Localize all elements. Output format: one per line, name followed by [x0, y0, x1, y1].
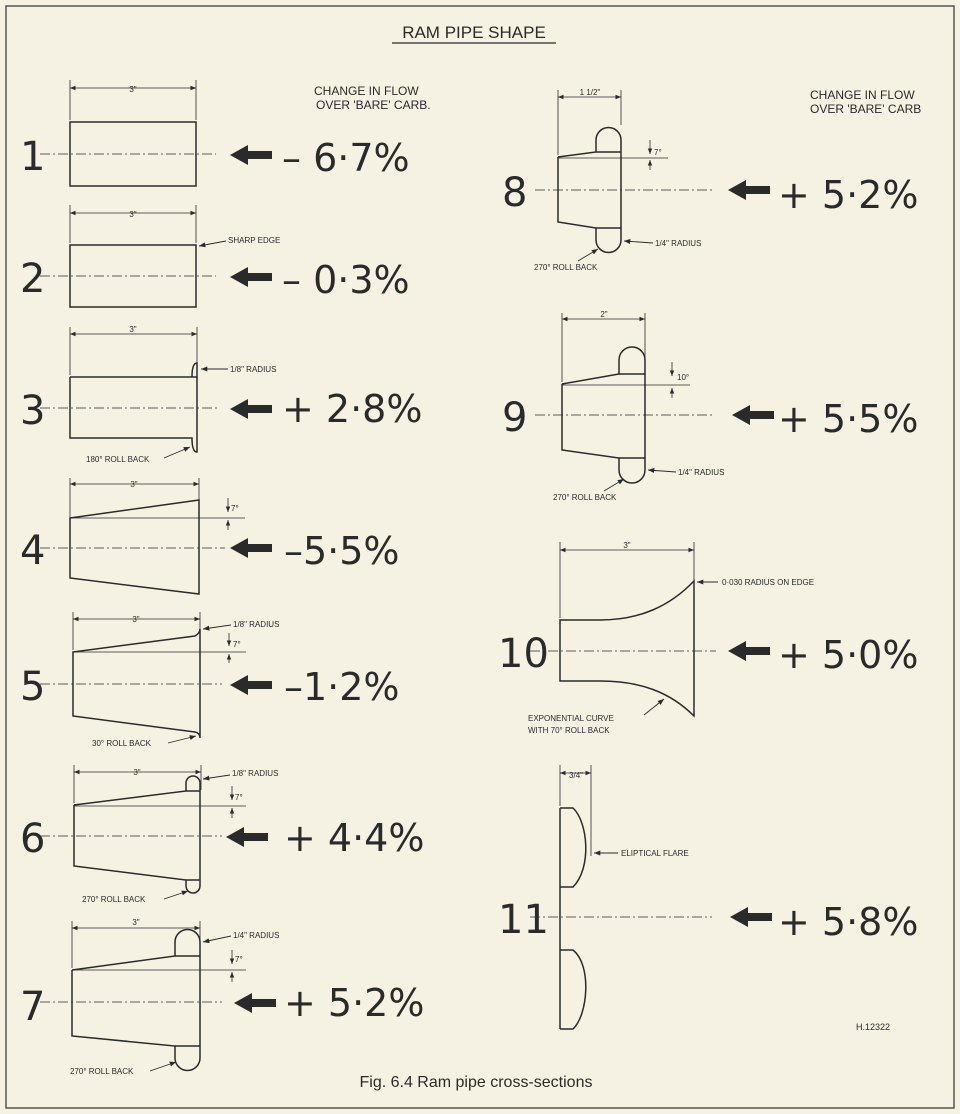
dimension-labels [70, 85, 814, 1076]
column-header-left-line2: OVER 'BARE' CARB. [316, 98, 431, 112]
pipe-9-radius-label: 1/4" RADIUS [678, 468, 725, 477]
pipe-9-angle-label: 10° [677, 373, 690, 382]
pipe-7-angle-label: 7° [235, 955, 243, 964]
pipe-3-rollback-label: 180° ROLL BACK [86, 455, 150, 464]
pipe-11-flare-label: ELIPTICAL FLARE [621, 849, 689, 858]
column-header-left-line1: CHANGE IN FLOW [314, 84, 419, 98]
pipe-7-number: 7 [20, 984, 46, 1030]
pipe-8-angle-label: 7° [654, 148, 662, 157]
figure-caption: Fig. 6.4 Ram pipe cross-sections [359, 1074, 593, 1091]
pipe-1-group [40, 80, 216, 186]
pipe-10-curve-leader [644, 699, 664, 715]
pipe-8-flow-change: + 5·2% [778, 173, 919, 217]
pipe-4-shape [70, 500, 199, 594]
pipe-9-rollback-label: 270° ROLL BACK [553, 493, 617, 502]
pipe-4-angle-label: 7° [231, 504, 239, 513]
pipe-6-radius-label: 1/8" RADIUS [232, 769, 279, 778]
pipe-10-length-label: 3" [623, 541, 631, 550]
pipe-7-radius-leader [203, 936, 231, 942]
pipe-8-length-label: 1 1/2" [579, 88, 601, 97]
pipe-11-number: 11 [498, 897, 549, 943]
pipe-5-rollback-label: 30° ROLL BACK [92, 739, 151, 748]
pipe-7-flow-change: + 5·2% [284, 981, 425, 1025]
pipe-8-number: 8 [502, 170, 528, 216]
pipe-8-rollback-leader [578, 249, 598, 261]
pipe-3-group [40, 327, 228, 458]
pipe-7-group [40, 921, 246, 1071]
pipe-2-arrow [230, 267, 272, 287]
pipe-5-radius-leader [203, 625, 231, 629]
diagram-title: RAM PIPE SHAPE [402, 23, 546, 42]
pipe-6-rollback-label: 270° ROLL BACK [82, 895, 146, 904]
pipe-7-length-label: 3" [132, 918, 140, 927]
pipe-1-flow-change: – 6·7% [282, 136, 410, 180]
pipe-10-group [530, 542, 718, 716]
pipe-10-shape [560, 581, 694, 716]
pipe-8-rollback-label: 270° ROLL BACK [534, 263, 598, 272]
pipe-11-flare-top [560, 808, 586, 887]
pipe-3-arrow [230, 399, 272, 419]
pipe-3-radius-label: 1/8" RADIUS [230, 365, 277, 374]
pipe-11-arrow [730, 907, 772, 927]
pipe-4-flow-change: –5·5% [284, 529, 400, 573]
flow-change-values [282, 136, 918, 1025]
pipe-5-shape [73, 629, 200, 738]
pipe-7-arrow [234, 993, 276, 1013]
pipe-5-angle-label: 7° [233, 640, 241, 649]
pipe-5-radius-label: 1/8" RADIUS [233, 620, 280, 629]
pipe-2-group [40, 205, 226, 307]
pipe-3-shape-top [70, 363, 197, 377]
pipe-8-radius-label: 1/4" RADIUS [655, 239, 702, 248]
pipe-9-radius-leader [648, 470, 676, 472]
pipe-6-radius-leader [203, 775, 230, 779]
pipe-7-radius-label: 1/4" RADIUS [233, 931, 280, 940]
pipe-3-flow-change: + 2·8% [282, 387, 423, 431]
pipe-5-flow-change: –1·2% [284, 665, 400, 709]
pipe-8-group [535, 90, 712, 261]
pipe-7-rollback-leader [150, 1062, 176, 1071]
pipe-3-length-label: 3" [129, 325, 137, 334]
pipe-10-arrow [728, 641, 770, 661]
pipe-8-radius-leader [624, 241, 653, 243]
pipe-1-number: 1 [20, 134, 46, 180]
pipe-2-sharp-edge-leader [199, 241, 226, 246]
pipe-2-number: 2 [20, 256, 46, 302]
pipe-9-group [535, 313, 712, 491]
pipe-5-length-label: 3" [132, 615, 140, 624]
pipe-11-length-label: 3/4" [569, 771, 583, 780]
pipe-9-flow-change: + 5·5% [778, 397, 919, 441]
pipe-4-group [40, 478, 245, 594]
pipe-4-arrow [230, 538, 272, 558]
pipe-8-arrow [728, 180, 770, 200]
pipe-9-length-label: 2" [600, 310, 608, 319]
pipe-7-shape-top [72, 930, 200, 971]
pipe-7-rollback-label: 270° ROLL BACK [70, 1067, 134, 1076]
pipe-6-angle-label: 7° [235, 793, 243, 802]
pipe-6-length-label: 3" [133, 768, 141, 777]
pipe-11-flow-change: + 5·8% [778, 900, 919, 944]
pipe-6-rollback-leader [164, 891, 188, 899]
column-header-right-line2: OVER 'BARE' CARB [810, 102, 922, 116]
pipe-5-rollback-leader [168, 736, 196, 743]
pipe-6-number: 6 [20, 816, 46, 862]
pipe-9-number: 9 [502, 395, 528, 441]
pipe-2-flow-change: – 0·3% [282, 258, 410, 302]
column-header-right-line1: CHANGE IN FLOW [810, 88, 915, 102]
figure-reference-code: H.12322 [856, 1022, 891, 1032]
pipe-11-flare-bottom [560, 950, 586, 1029]
pipe-5-group [40, 612, 246, 743]
pipe-3-number: 3 [20, 388, 46, 434]
pipe-6-arrow [226, 827, 268, 847]
pipe-9-arrow [732, 405, 774, 425]
pipe-10-number: 10 [498, 631, 549, 677]
pipe-10-curve-label-line2: WITH 70° ROLL BACK [528, 726, 610, 735]
pipe-6-group [40, 765, 246, 899]
pipe-4-number: 4 [20, 528, 46, 574]
pipe-9-shape-top [562, 347, 645, 384]
pipe-2-sharp-edge-label: SHARP EDGE [228, 236, 281, 245]
pipe-6-shape-top [74, 776, 200, 805]
pipe-3-rollback-leader [164, 447, 190, 458]
pipe-1-length-label: 3" [129, 85, 137, 94]
pipe-4-length-label: 3" [130, 480, 138, 489]
pipe-11-group [530, 765, 712, 1029]
pipe-1-arrow [230, 145, 272, 165]
pipe-5-arrow [230, 675, 272, 695]
pipe-10-curve-label-line1: EXPONENTIAL CURVE [528, 714, 614, 723]
pipe-6-flow-change: + 4·4% [284, 816, 425, 860]
pipe-10-edge-label: 0·030 RADIUS ON EDGE [722, 578, 815, 587]
pipe-5-number: 5 [20, 664, 46, 710]
pipe-9-rollback-leader [604, 479, 624, 491]
pipe-2-length-label: 3" [129, 210, 137, 219]
pipe-10-flow-change: + 5·0% [778, 633, 919, 677]
